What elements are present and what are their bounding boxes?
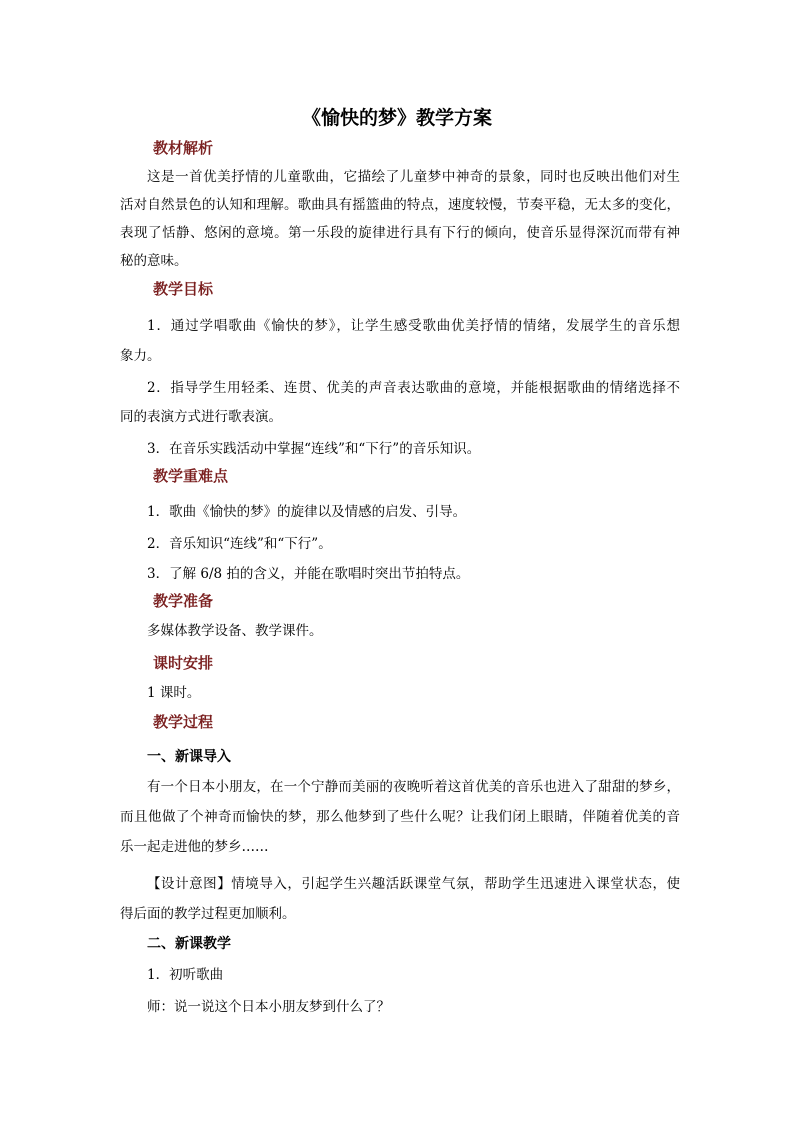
paragraph-line: 乐一起走进他的梦乡…… <box>120 839 269 855</box>
heading-schedule: 课时安排 <box>153 654 214 672</box>
design-intent-line: 得后面的教学过程更加顺利。 <box>120 906 296 922</box>
page-title: 《愉快的梦》教学方案 <box>301 107 492 129</box>
paragraph-line: 师：说一说这个日本小朋友梦到什么了？ <box>147 999 390 1015</box>
heading-textbook-analysis: 教材解析 <box>153 139 214 157</box>
subheading-intro: 一、新课导入 <box>147 749 231 765</box>
list-item: 1．歌曲《愉快的梦》的旋律以及情感的启发、引导。 <box>147 504 467 520</box>
heading-key-points: 教学重难点 <box>153 467 229 485</box>
subheading-new-lesson: 二、新课教学 <box>147 936 231 952</box>
list-item: 3．在音乐实践活动中掌握“连线”和“下行”的音乐知识。 <box>147 441 481 457</box>
list-item: 2．指导学生用轻柔、连贯、优美的声音表达歌曲的意境，并能根据歌曲的情绪选择不 <box>147 380 680 396</box>
heading-teaching-process: 教学过程 <box>153 713 214 731</box>
list-item: 1．通过学唱歌曲《愉快的梦》，让学生感受歌曲优美抒情的情绪，发展学生的音乐想 <box>147 318 680 334</box>
list-item-continuation: 象力。 <box>120 348 161 364</box>
paragraph-line: 表现了恬静、悠闲的意境。第一乐段的旋律进行具有下行的倾向，使音乐显得深沉而带有神 <box>120 225 680 241</box>
heading-preparation: 教学准备 <box>153 592 214 610</box>
list-item: 1．初听歌曲 <box>147 967 224 983</box>
list-item-continuation: 同的表演方式进行歌表演。 <box>120 409 282 425</box>
paragraph-line: 1 课时。 <box>147 685 201 701</box>
paragraph-line: 活对自然景色的认知和理解。歌曲具有摇篮曲的特点，速度较慢，节奏平稳，无太多的变化， <box>120 197 680 213</box>
design-intent-line: 【设计意图】情境导入，引起学生兴趣活跃课堂气氛，帮助学生迅速进入课堂状态，使 <box>147 876 680 892</box>
paragraph-line: 多媒体教学设备、教学课件。 <box>147 623 323 639</box>
paragraph-line: 而且他做了个神奇而愉快的梦，那么他梦到了些什么呢？让我们闭上眼睛，伴随着优美的音 <box>120 809 680 825</box>
paragraph-line: 有一个日本小朋友，在一个宁静而美丽的夜晚听着这首优美的音乐也进入了甜甜的梦乡， <box>147 779 680 795</box>
list-item: 2．音乐知识“连线”和“下行”。 <box>147 536 332 552</box>
paragraph-line: 秘的意味。 <box>120 253 188 269</box>
heading-teaching-goals: 教学目标 <box>153 280 214 298</box>
list-item: 3．了解 6/8 拍的含义，并能在歌唱时突出节拍特点。 <box>147 566 470 582</box>
paragraph-line: 这是一首优美抒情的儿童歌曲，它描绘了儿童梦中神奇的景象，同时也反映出他们对生 <box>147 169 680 185</box>
